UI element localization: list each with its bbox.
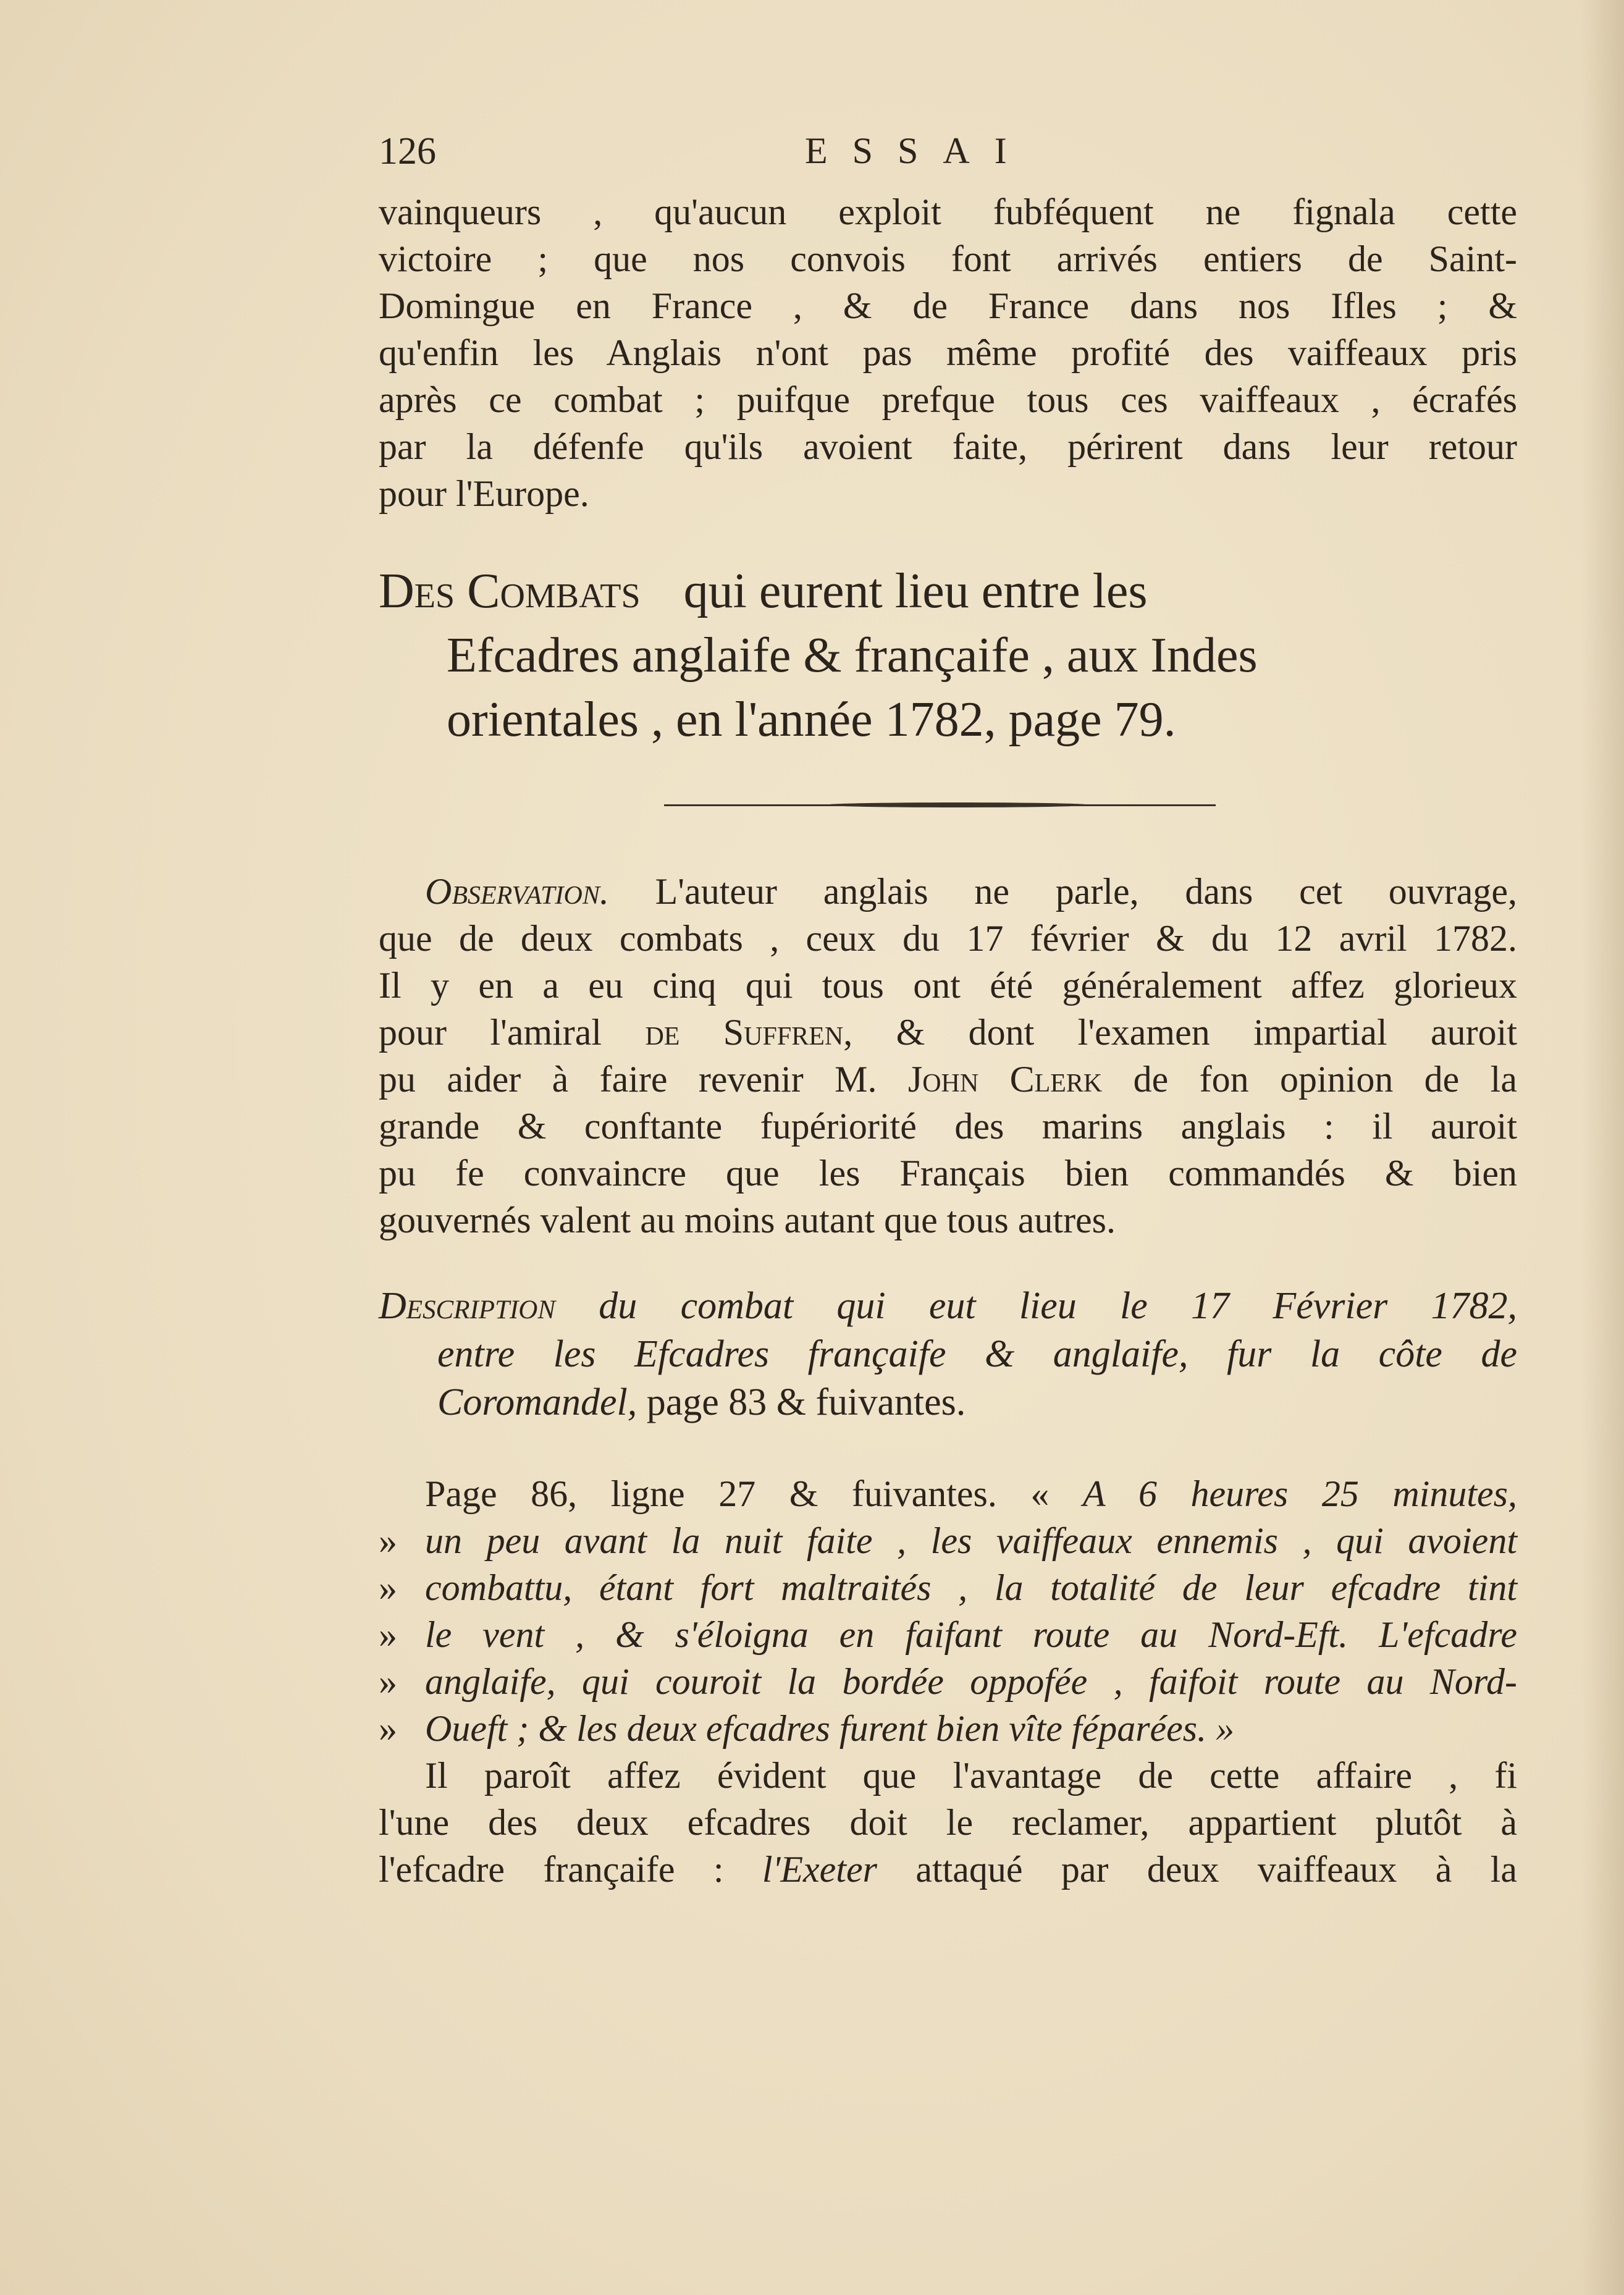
- text-line: gouvernés valent au moins autant que tous autres.: [379, 1200, 1116, 1240]
- quote-line: anglaife, qui couroit la bordée oppofée , faifoit route au Nord-: [425, 1661, 1517, 1702]
- quote-mark: »: [379, 1661, 397, 1702]
- text-fragment: pu aider à faire revenir M.: [379, 1059, 908, 1100]
- running-head: ESSAI: [805, 130, 1032, 171]
- text-line: par la défenfe qu'ils avoient faite, périrent dans leur retour: [379, 426, 1517, 467]
- quote-line: Oueft ; & les deux efcadres furent bien vîte féparées. »: [425, 1708, 1235, 1749]
- paragraph-continuation: [379, 188, 1517, 517]
- quote-mark: »: [379, 1567, 397, 1608]
- heading-text: page 83 & fuivantes.: [637, 1381, 966, 1423]
- heading-lead: Des Combats: [379, 564, 641, 618]
- text-line: que de deux combats , ceux du 17 février & du 12 avril 1782.: [379, 918, 1517, 959]
- text-fragment: pour l'amiral: [379, 1012, 646, 1053]
- citation-paragraph: [379, 1470, 1517, 1752]
- text-line: L'auteur anglais ne parle, dans cet ouvrage,: [655, 871, 1517, 912]
- text-line: victoire ; que nos convois font arrivés entiers de Saint-: [379, 238, 1517, 279]
- section-heading-description: [379, 1282, 1517, 1426]
- text-line: pu fe convaincre que les Français bien commandés & bien: [379, 1153, 1517, 1194]
- ship-name: l'Exeter: [762, 1849, 877, 1890]
- heading-text: Coromandel,: [437, 1381, 637, 1423]
- heading-lead: Description: [379, 1285, 556, 1327]
- quote-mark: »: [379, 1520, 397, 1561]
- quote-line: combattu, étant fort maltraités , la totalité de leur efcadre tint: [425, 1567, 1517, 1608]
- page-header: [379, 130, 1517, 179]
- text-line: Domingue en France , & de France dans nos Ifles ; &: [379, 285, 1517, 326]
- text-line: qu'enfin les Anglais n'ont pas même profité des vaiffeaux pris: [379, 332, 1517, 373]
- final-paragraph: [379, 1752, 1517, 1893]
- person-name: John Clerk: [907, 1059, 1103, 1100]
- heading-text: du combat qui eut lieu le 17 Février 1782,: [555, 1285, 1517, 1327]
- text-line: l'une des deux efcadres doit le reclamer, appartient plutôt à: [379, 1802, 1517, 1843]
- citation-intro-italic: A 6 heures 25 minutes,: [1082, 1473, 1517, 1514]
- text-line: vainqueurs , qu'aucun exploit fubféquent ne fignala cette: [379, 192, 1517, 232]
- heading-text: Efcadres anglaife & françaife , aux Indes: [447, 628, 1258, 683]
- quote-line: un peu avant la nuit faite , les vaiffeaux ennemis , qui avoient: [425, 1520, 1517, 1561]
- heading-text: qui eurent lieu entre les: [683, 564, 1148, 618]
- text-fragment: de fon opinion de la: [1102, 1059, 1517, 1100]
- page-gutter-shadow: [1581, 0, 1624, 2295]
- observation-paragraph: [379, 868, 1517, 1244]
- text-line: grande & conftante fupériorité des marins anglais : il auroit: [379, 1106, 1517, 1147]
- text-line: Il y en a eu cinq qui tous ont été généralement affez glorieux: [379, 965, 1517, 1006]
- person-name: de Suffren: [645, 1012, 844, 1053]
- section-divider: [664, 804, 1216, 806]
- observation-label: Observation.: [425, 871, 609, 912]
- heading-text: orientales , en l'année 1782, page 79.: [447, 693, 1176, 747]
- quote-mark: »: [379, 1614, 397, 1655]
- quote-mark: »: [379, 1708, 397, 1749]
- page-number: 126: [379, 130, 436, 172]
- section-heading-combats: [379, 559, 1517, 752]
- citation-intro: Page 86, ligne 27 & fuivantes. «: [425, 1473, 1083, 1514]
- quote-line: le vent , & s'éloigna en faifant route au Nord-Eft. L'efcadre: [425, 1614, 1517, 1655]
- text-fragment: , & dont l'examen impartial auroit: [843, 1012, 1517, 1053]
- text-fragment: attaqué par deux vaiffeaux à la: [877, 1849, 1517, 1890]
- text-fragment: l'efcadre françaife :: [379, 1849, 762, 1890]
- text-line: pour l'Europe.: [379, 473, 589, 514]
- text-line: Il paroît affez évident que l'avantage de cette affaire , fi: [425, 1755, 1517, 1796]
- text-line: après ce combat ; puifque prefque tous ces vaiffeaux , écrafés: [379, 379, 1517, 420]
- heading-text: entre les Efcadres françaife & anglaife, fur la côte de: [437, 1333, 1517, 1375]
